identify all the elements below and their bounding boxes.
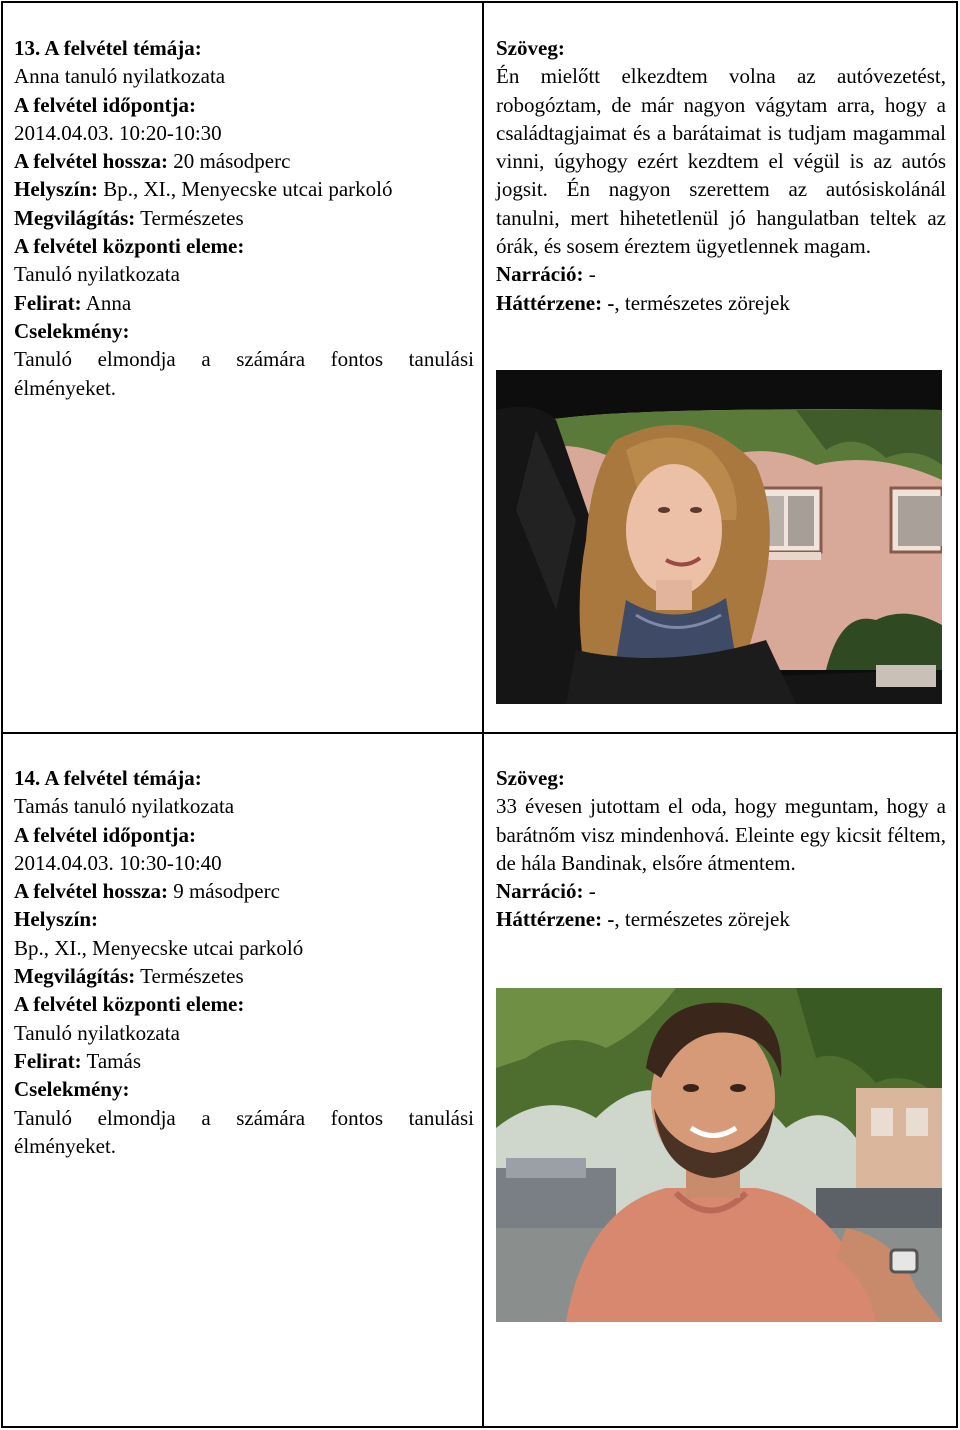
narration-value: - (583, 879, 596, 904)
lighting-label: Megvilágítás: (14, 964, 136, 989)
duration-value: 20 másodperc (167, 149, 291, 174)
location-label: Helyszín: (14, 907, 98, 932)
time-label: A felvétel időpontja: (14, 92, 196, 117)
duration-row (14, 877, 474, 905)
action-label: Cselekmény: (14, 318, 130, 343)
lighting-row (14, 204, 474, 232)
text-label: Szöveg: (496, 36, 565, 60)
action-label: Cselekmény: (14, 1077, 130, 1102)
table-border-left (1, 1, 3, 1428)
table-border-middle (1, 732, 958, 734)
background-dash: - (602, 907, 615, 932)
location-value: Bp., XI., Menyecske utcai parkoló (14, 935, 304, 960)
narration-label: Narráció: (496, 262, 584, 287)
duration-value: 9 másodperc (167, 879, 280, 904)
background-dash: - (602, 290, 615, 315)
central-value: Tanuló nyilatkozata (14, 1020, 180, 1045)
duration-row (14, 147, 474, 175)
caption-label: Felirat: (14, 290, 82, 315)
time-label: A felvétel időpontja: (14, 822, 196, 847)
narration-value: - (583, 262, 596, 287)
record-13-script (496, 34, 946, 317)
lighting-value: Természetes (135, 964, 244, 989)
record-14-metadata (14, 764, 474, 1160)
narration-row (496, 877, 946, 905)
central-label: A felvétel központi eleme: (14, 992, 245, 1017)
action-value: Tanuló elmondja a számára fontos tanulási élményeket. (14, 1105, 474, 1158)
caption-label: Felirat: (14, 1048, 82, 1073)
lighting-row (14, 962, 474, 990)
table-border-right (956, 1, 958, 1428)
background-value: , természetes zörejek (614, 290, 790, 315)
record-topic: Anna tanuló nyilatkozata (14, 64, 226, 89)
text-body: 33 évesen jutottam el oda, hogy meguntam, hogy a barátnőm visz mindenhová. Eleinte egy kicsit féltem, de hála Bandinak, elsőre átmentem. (496, 794, 946, 875)
still-image-tamas (496, 988, 942, 1322)
location-label: Helyszín: (14, 177, 98, 202)
caption-row (14, 1047, 474, 1075)
action-value: Tanuló elmondja a számára fontos tanulási élményeket. (14, 347, 474, 400)
text-body: Én mielőtt elkezdtem volna az autóvezetést, robogóztam, de már nagyon vágytam arra, hogy a családtagjaimat és a barátaimat is tudjam magammal vinni, úgyhogy ezért kezdtem el végül is az autós jogsit. Én nagyon szerettem az autósiskolánál tanulni, mert hihetetlenül jó hangulatban teltek az órák, és sosem éreztem ügyetlennek magam. (496, 64, 946, 259)
central-label: A felvétel központi eleme: (14, 234, 245, 259)
central-value: Tanuló nyilatkozata (14, 262, 180, 287)
background-label: Háttérzene: (496, 290, 603, 315)
narration-row (496, 260, 946, 288)
record-heading: 13. A felvétel témája: (14, 36, 202, 60)
narration-label: Narráció: (496, 879, 584, 904)
record-13-photo (496, 370, 942, 704)
location-row (14, 175, 474, 203)
location-value: Bp., XI., Menyecske utcai parkoló (98, 177, 393, 202)
duration-label: A felvétel hossza: (14, 879, 168, 904)
background-label: Háttérzene: (496, 907, 603, 932)
lighting-value: Természetes (135, 205, 244, 230)
lighting-label: Megvilágítás: (14, 205, 136, 230)
table-border-center (482, 1, 484, 1428)
record-topic: Tamás tanuló nyilatkozata (14, 794, 235, 819)
text-label: Szöveg: (496, 766, 565, 790)
background-row (496, 289, 946, 317)
duration-label: A felvétel hossza: (14, 149, 168, 174)
time-value: 2014.04.03. 10:30-10:40 (14, 850, 222, 875)
record-14-script (496, 764, 946, 934)
caption-row (14, 289, 474, 317)
record-13-metadata (14, 34, 474, 402)
still-image-anna (496, 370, 942, 704)
caption-value: Tamás (81, 1048, 142, 1073)
caption-value: Anna (81, 290, 132, 315)
record-14-photo (496, 988, 942, 1322)
background-value: , természetes zörejek (614, 907, 790, 932)
table-border-bottom (1, 1426, 958, 1428)
record-heading: 14. A felvétel témája: (14, 766, 202, 790)
background-row (496, 905, 946, 933)
time-value: 2014.04.03. 10:20-10:30 (14, 120, 222, 145)
table-border-top (1, 1, 958, 3)
